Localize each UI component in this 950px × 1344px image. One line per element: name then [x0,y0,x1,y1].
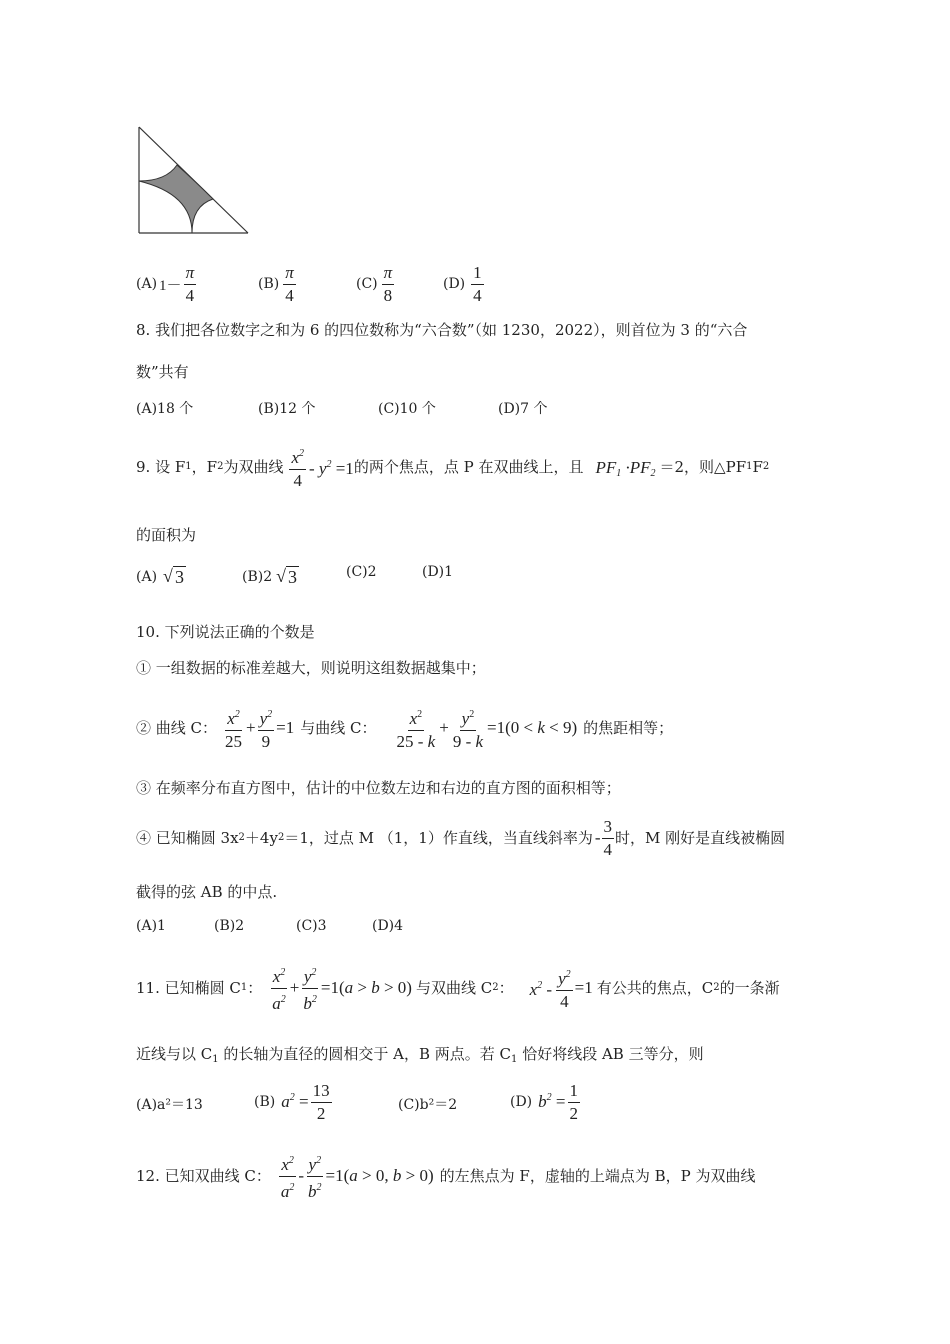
q11-option-a[interactable]: (A)a²＝13 [136,1097,203,1113]
fraction: $\frac{y^2}{b^2}$ [301,963,319,1014]
fraction: $\frac{x^2}{4}$ [289,444,306,491]
q7-option-a[interactable]: (A) 1－ $\frac{\pi}{4}$ [136,262,195,305]
fraction: $\frac{y^2}{b^2}$ [306,1151,324,1202]
q10-statement-4-cont: 截得的弦 AB 的中点. [136,883,278,901]
q11-option-b[interactable]: (B) $a^2$ = $\frac{13}{2}$ [254,1080,330,1123]
q10-statement-4: ④ 已知椭圆 3x 2 ＋4y 2 ＝1，过点 M （1，1）作直线，当直线斜率为 - $\frac{3}{4}$ 时，M 刚好是直线被椭圆 [136,816,786,859]
q9-option-b[interactable]: (B)2 √ 3 [242,566,298,587]
fraction: $\frac{y^2}{4}$ [556,965,573,1012]
triangle-figure [136,124,252,236]
q8-option-a[interactable]: (A)18 个 [136,401,194,417]
q9-stem-line1: 9. 设 F 1 ，F 2 为双曲线 $\frac{x^2}{4}$ - $y^2 =1$ 的两个焦点，点 P 在双曲线上，且 $PF_1 \cdot PF_2$ ＝2，则△PF 1 F 2 [136,442,769,492]
q10-statement-3: ③ 在频率分布直方图中，估计的中位数左边和右边的直方图的面积相等； [136,779,621,797]
q10-statement-1: ① 一组数据的标准差越大，则说明这组数据越集中； [136,659,486,677]
fraction: $\frac{\pi}{4}$ [185,262,195,305]
fraction: $\frac{x^2}{a^2}$ [279,1151,297,1202]
sqrt: √ 3 [276,566,298,587]
vector-dot-product: $PF_1 \cdot PF_2$ [595,458,656,479]
q7-option-d[interactable]: (D) $\frac{1}{4}$ [443,262,482,305]
q9-option-d[interactable]: (D)1 [422,564,454,580]
q11-option-d[interactable]: (D) $b^2$ = $\frac{1}{2}$ [510,1080,578,1123]
fraction: $\frac{x^2}{25 - k}$ [395,705,438,752]
q8-option-c[interactable]: (C)10 个 [378,401,436,417]
q10-option-b[interactable]: (B)2 [214,918,245,934]
q12-stem-line1: 12. 已知双曲线 C： $\frac{x^2}{a^2}$ - $\frac{y^2}{b^2}$ =1(a > 0, b > 0) 的左焦点为 F，虚轴的上端点为 B，P 为双曲线 [136,1150,755,1202]
fraction: $\frac{3}{4}$ [603,816,613,859]
q7-option-c[interactable]: (C) $\frac{\pi}{8}$ [356,262,393,305]
fraction: $\frac{y^2}{9}$ [258,705,275,752]
q8-option-b[interactable]: (B)12 个 [258,401,316,417]
fraction: $\frac{x^2}{25}$ [223,705,244,752]
fraction: $\frac{x^2}{a^2}$ [270,963,288,1014]
shaded-region [139,165,213,233]
sqrt: √ 3 [163,566,184,587]
q9-option-c[interactable]: (C)2 [346,564,377,580]
q9-stem-line2: 的面积为 [136,526,197,544]
q10-statement-2: ② 曲线 C： $\frac{x^2}{25}$ + $\frac{y^2}{9}$ =1 与曲线 C： $\frac{x^2}{25 - k}$ + $\frac{y^2}{9 - k}$ =1(0 < k < 9) 的焦距相等； [136,700,673,756]
q11-stem-line2: 近线与以 $C_1$ 的长轴为直径的圆相交于 A，B 两点。若 $C_1$ 恰好将线段 AB 三等分，则 [136,1045,704,1065]
fraction: $\frac{\pi}{8}$ [383,262,393,305]
q10-option-a[interactable]: (A)1 [136,918,166,934]
q11-option-c[interactable]: (C)b²＝2 [398,1097,458,1113]
q8-option-d[interactable]: (D)7 个 [498,401,548,417]
fraction: $\frac{1}{2}$ [569,1080,578,1123]
fraction: $\frac{1}{4}$ [473,262,482,305]
fraction: $\frac{\pi}{4}$ [285,262,294,305]
q9-option-a[interactable]: (A) √ 3 [136,566,184,587]
q10-title: 10. 下列说法正确的个数是 [136,623,315,641]
q10-option-d[interactable]: (D)4 [372,918,404,934]
fraction: $\frac{y^2}{9 - k}$ [451,705,485,752]
q7-option-b[interactable]: (B) $\frac{\pi}{4}$ [258,262,294,305]
q11-stem-line1: 11. 已知椭圆 C 1 ： $\frac{x^2}{a^2}$ + $\frac{y^2}{b^2}$ =1(a > b > 0) 与双曲线 C 2 ： $x^2$ - $\frac{y^2}{4}$ =1 有公共的焦点，C 2 的一条渐 [136,962,780,1014]
q10-option-c[interactable]: (C)3 [296,918,327,934]
q8-stem-line2: 数”共有 [136,363,189,381]
fraction: $\frac{13}{2}$ [312,1080,330,1123]
q8-stem-line1: 8. 我们把各位数字之和为 6 的四位数称为“六合数”（如 1230，2022），则首位为 3 的“六合 [136,321,748,339]
